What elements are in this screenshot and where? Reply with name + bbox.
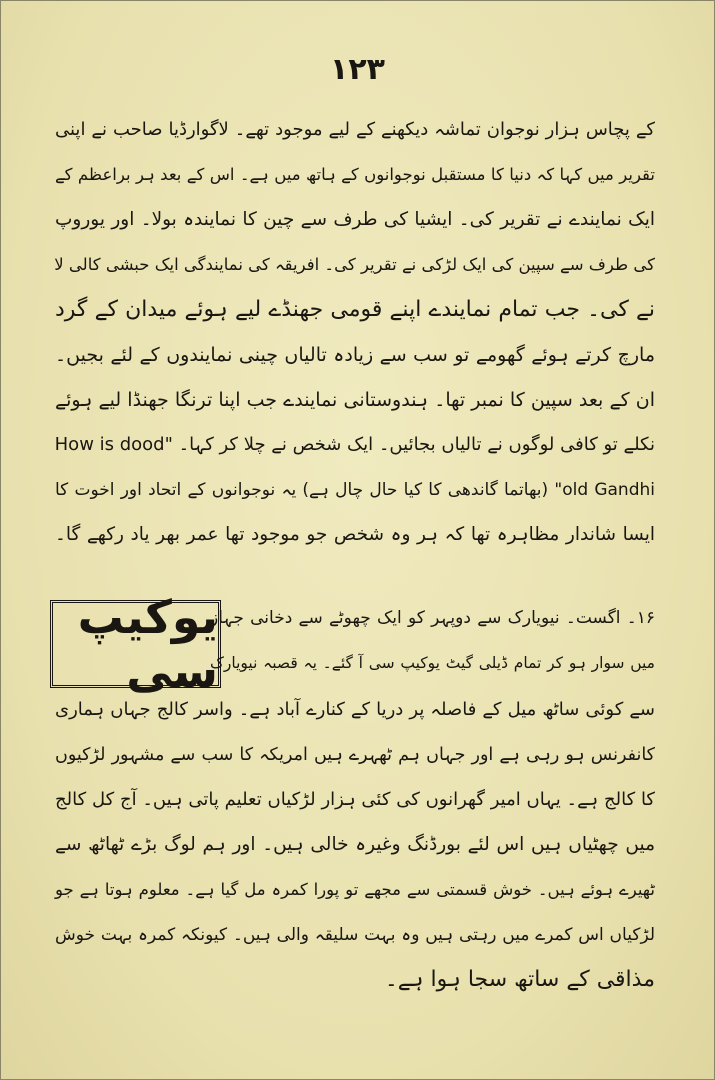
- text-line: مارچ کرتے ہوئے گھومے تو سب سے زیادہ تالیاں چینی نمایندوں کے لئے بجیں۔: [55, 344, 655, 366]
- text-line: میں چھٹیاں ہیں اس لئے بورڈنگ وغیرہ خالی ہیں۔ اور ہم لوگ بڑے ٹھاٹھ سے: [55, 834, 655, 855]
- text-line: ایک نمایندے نے تقریر کی۔ ایشیا کی طرف سے چین کا نمایندہ بولا۔ اور یوروپ: [55, 209, 655, 230]
- text-line: old Gandhi" (بھاتما گاندھی کا کیا حال چال ہے) یہ نوجوانوں کے اتحاد اور اخوت کا: [55, 480, 655, 500]
- section-heading-box: [50, 590, 221, 698]
- text-line: کانفرنس ہو رہی ہے اور جہاں ہم ٹھہرے ہیں امریکہ کا سب سے مشہور لڑکیوں: [55, 745, 655, 765]
- text-line: ایسا شاندار مظاہرہ تھا کہ ہر وہ شخص جو موجود تھا عمر بھر یاد رکھے گا۔: [55, 524, 655, 545]
- text-line: ان کے بعد سپین کا نمبر تھا۔ ہندوستانی نمایندے جب اپنا ترنگا جھنڈا لیے ہوئے: [55, 389, 655, 411]
- text-line: میں سوار ہو کر تمام ڈیلی گیٹ یوکیپ سی آ گئے۔ یہ قصبہ نیویارک: [210, 654, 655, 672]
- text-line: کی طرف سے سپین کی ایک لڑکی نے تقریر کی۔ افریقہ کی نمایندگی ایک حبشی کالی لا: [54, 255, 655, 274]
- text-line: نے کی۔ جب تمام نمایندے اپنے قومی جھنڈے لیے ہوئے میدان کے گرد: [55, 297, 655, 322]
- text-line: ۱۶۔ اگست۔ نیویارک سے دوپہر کو ایک چھوٹے سے دخانی جہاز: [210, 608, 655, 628]
- text-line: مذاقی کے ساتھ سجا ہوا ہے۔: [384, 967, 655, 992]
- text-line: لڑکیاں اس کمرے میں رہتی ہیں وہ بہت سلیقہ والی ہیں۔ کیونکہ کمرہ بہت خوش: [55, 925, 655, 945]
- text-line: تقریر میں کہا کہ دنیا کا مستقبل نوجوانوں کے ہاتھ میں ہے۔ اس کے بعد ہر براعظم کے: [55, 165, 655, 184]
- section-heading: یوکیپ سی: [77, 590, 218, 698]
- text-line: کے پچاس ہزار نوجوان تماشہ دیکھنے کے لیے موجود تھے۔ لاگوارڈیا صاحب نے اپنی: [55, 119, 655, 140]
- page-number: ۱۲۳: [330, 52, 385, 87]
- text-line: سے کوئی ساٹھ میل کے فاصلہ پر دریا کے کنارے آباد ہے۔ واسر کالج جہاں ہماری: [55, 699, 655, 720]
- text-line: کا کالج ہے۔ یہاں امیر گھرانوں کی کئی ہزار لڑکیاں تعلیم پاتی ہیں۔ آج کل کالج: [55, 789, 655, 810]
- text-line: ٹھیرے ہوئے ہیں۔ خوش قسمتی سے مجھے تو پورا کمرہ مل گیا ہے۔ معلوم ہوتا ہے جو: [55, 880, 655, 899]
- text-line: نکلے تو کافی لوگوں نے تالیاں بجائیں۔ ایک شخص نے چلا کر کہا۔ "How is dood: [54, 434, 655, 455]
